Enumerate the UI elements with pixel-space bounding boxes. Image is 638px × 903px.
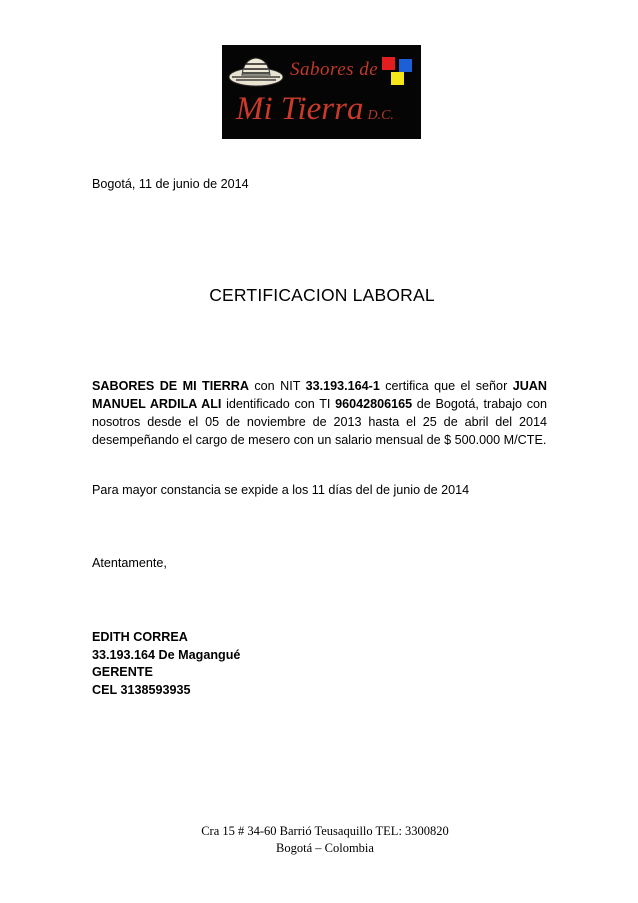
body-text-2: certifica que el señor	[379, 379, 513, 393]
constancia-statement: Para mayor constancia se expide a los 11 días del de junio de 2014	[92, 483, 470, 497]
red-square	[382, 57, 395, 70]
blue-square	[399, 59, 412, 72]
body-text-1: con NIT	[248, 379, 306, 393]
yellow-square	[391, 72, 404, 85]
employee-id: 96042806165	[335, 397, 413, 411]
footer-city: Bogotá – Colombia	[276, 841, 374, 855]
logo-brand: Mi Tierra	[236, 91, 364, 127]
logo-text-line1: Sabores de	[290, 59, 379, 80]
logo-suffix: D.C.	[367, 108, 394, 123]
body-text-3: identificado con TI	[221, 397, 336, 411]
footer-address: Cra 15 # 34-60 Barrió Teusaquillo TEL: 3300820	[201, 824, 449, 838]
letter-footer	[0, 823, 638, 857]
signer-phone: CEL 3138593935	[92, 682, 191, 697]
employee-name: JUAN MANUEL ARDILA ALI	[92, 379, 547, 411]
signer-id: 33.193.164 De Magangué	[92, 647, 241, 662]
logo-text-line2	[236, 91, 394, 128]
hat-icon	[229, 58, 283, 86]
signature-block	[92, 629, 240, 699]
signer-role: GERENTE	[92, 665, 153, 679]
certification-paragraph	[92, 377, 547, 449]
document-title: CERTIFICACION LABORAL	[209, 285, 435, 305]
company-name: SABORES DE MI TIERRA	[92, 379, 249, 393]
letter-date: Bogotá, 11 de junio de 2014	[92, 177, 249, 191]
signer-name: EDITH CORREA	[92, 630, 188, 644]
closing-salutation: Atentamente,	[92, 556, 167, 570]
company-logo	[222, 45, 421, 139]
company-nit: 33.193.164-1	[305, 379, 380, 393]
body-text-4: de Bogotá, trabajo con nosotros desde el 05 de noviembre de 2013 hasta el 25 de abril del 2014 desempeñando el cargo de mesero con un salario mensual de $ 500.000 M/CTE.	[92, 397, 547, 447]
